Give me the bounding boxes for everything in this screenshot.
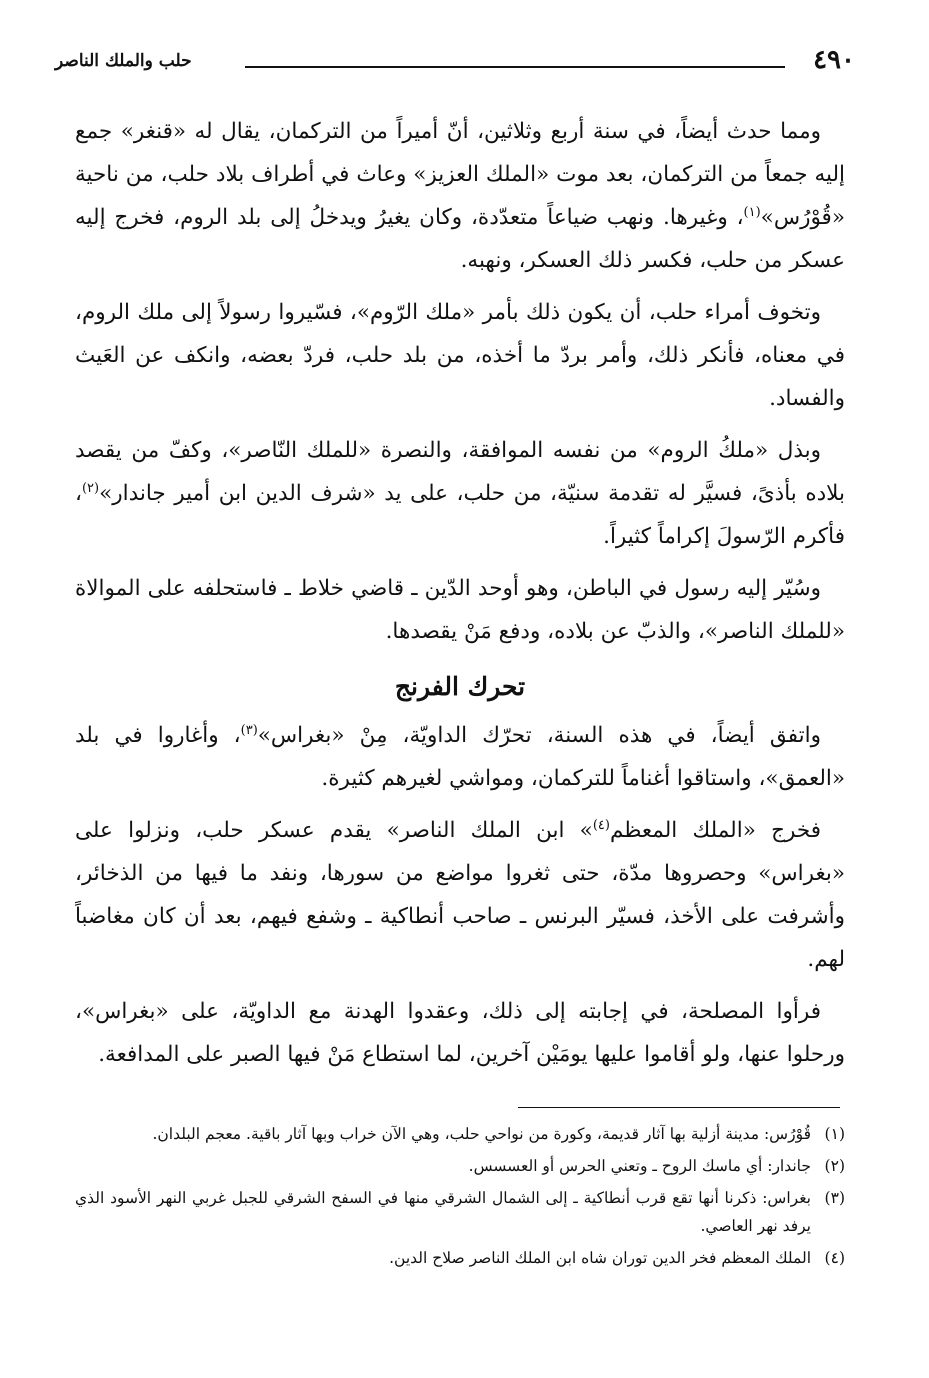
paragraph (75, 809, 845, 981)
footnote (75, 1120, 845, 1148)
footnote-text: بغراس: ذكرنا أنها تقع قرب أنطاكية ـ إلى الشمال الشرقي منها في السفح الشرقي للجبل غربي النهر الأسود الذي يرفد نهر العاصي. (75, 1189, 811, 1235)
page-number: ٤٩٠ (813, 45, 855, 75)
footnote-text: الملك المعظم فخر الدين توران شاه ابن الملك الناصر صلاح الدين. (389, 1249, 811, 1267)
paragraph-text: وبذل «ملكُ الروم» من نفسه الموافقة، والنصرة «للملك النّاصر»، وكفّ من يقصد بلاده بأذىً، فسيَّر له تقدمة سنيّة، من حلب، على يد «شرف الدين ابن أمير جاندار» (75, 438, 845, 506)
paragraph-text: ، فأكرم الرّسولَ إكراماً كثيراً. (75, 481, 845, 549)
footnote-text: جاندار: أي ماسك الروح ـ وتعني الحرس أو العسسس. (468, 1157, 811, 1175)
footnote-number: (١) (824, 1125, 845, 1143)
footnote-reference: (١) (743, 204, 761, 220)
footnote (75, 1184, 845, 1240)
paragraph-text: » ابن الملك الناصر» يقدم عسكر حلب، ونزلوا على «بغراس» وحصروها مدّة، حتى ثغروا مواضع من سورها، ونفد ما فيها من الذخائر، وأشرفت على الأخذ، فسيّر البرنس ـ صاحب أنطاكية ـ وشفع فيهم، بعد أن كان مغاضباً لهم. (75, 818, 845, 972)
paragraph (75, 291, 845, 420)
footnote-separator (518, 1107, 840, 1108)
footnote-reference: (٣) (240, 722, 258, 738)
paragraph-text: وسُيّر إليه رسول في الباطن، وهو أوحد الدّين ـ قاضي خلاط ـ فاستحلفه على الموالاة «للملك الناصر»، والذبّ عن بلاده، ودفع مَنْ يقصدها. (75, 576, 845, 644)
footnote-reference: (٢) (81, 480, 100, 496)
main-text (75, 110, 845, 1085)
paragraph (75, 714, 845, 800)
paragraph (75, 110, 845, 282)
paragraph-text: ، وأغاروا في بلد «العمق»، واستاقوا أغناماً للتركمان، ومواشي لغيرهم كثيرة. (75, 723, 845, 791)
paragraph (75, 429, 845, 558)
paragraph-text: ، وغيرها. ونهب ضياعاً متعدّدة، وكان يغيرُ ويدخلُ إلى بلد الروم، فخرج إليه عسكر من حلب، فكسر ذلك العسكر، ونهبه. (75, 205, 845, 273)
paragraph-text: فخرج «الملك المعظم (609, 818, 821, 843)
footnote-number: (٣) (824, 1189, 845, 1207)
paragraph-text: ومما حدث أيضاً، في سنة أربع وثلاثين، أنّ أميراً من التركمان، يقال له «قنغر» جمع إليه جمعاً من التركمان، بعد موت «الملك العزيز» وعاث في أطراف بلاد حلب، من ناحية «قُوْرُس» (75, 119, 845, 230)
footnote-number: (٤) (824, 1249, 845, 1267)
header-rule (245, 66, 785, 68)
paragraph (75, 567, 845, 653)
section-heading: تحرك الفرنج (394, 672, 526, 701)
footnote-reference: (٤) (592, 817, 610, 833)
running-title: حلب والملك الناصر (55, 51, 192, 71)
footnote-number: (٢) (824, 1157, 845, 1175)
paragraph-text: وتخوف أمراء حلب، أن يكون ذلك بأمر «ملك الرّوم»، فسّيروا رسولاً إلى ملك الروم، في معناه، فأنكر ذلك، وأمر بردّ ما أخذه، من بلد حلب، فردّ بعضه، وانكف عن العَيث والفساد. (75, 300, 845, 411)
paragraph-text: فرأوا المصلحة، في إجابته إلى ذلك، وعقدوا الهدنة مع الداويّة، على «بغراس»، ورحلوا عنها، ولو أقاموا عليها يومَيْن آخرين، لما استطاع مَنْ فيها الصبر على المدافعة. (75, 999, 845, 1067)
footnotes (75, 1120, 845, 1276)
page-header (55, 45, 855, 85)
paragraph-text: واتفق أيضاً، في هذه السنة، تحرّك الداويّة، مِنْ «بغراس» (257, 723, 821, 748)
footnote (75, 1152, 845, 1180)
footnote (75, 1244, 845, 1272)
footnote-text: قُوْرُس: مدينة أزلية بها آثار قديمة، وكورة من نواحي حلب، وهي الآن خراب وبها آثار باقية. معجم البلدان. (152, 1125, 811, 1143)
paragraph (75, 990, 845, 1076)
